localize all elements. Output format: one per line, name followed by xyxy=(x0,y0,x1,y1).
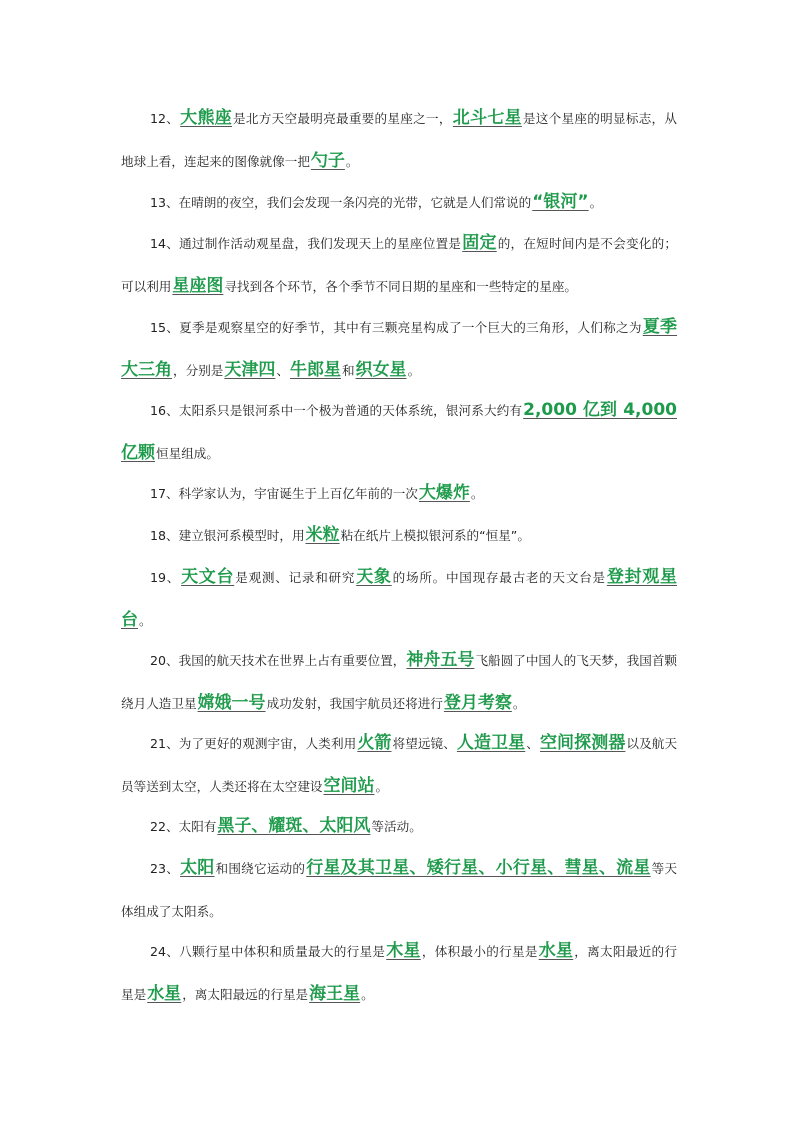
question-text: 寻找到各个环节，各个季节不同日期的星座和一些特定的星座。 xyxy=(224,279,577,294)
question-text: 18、建立银河系模型时，用 xyxy=(150,528,305,543)
answer-text: 大熊座 xyxy=(180,108,232,128)
question-text: 成功发射，我国宇航员还将进行 xyxy=(266,696,443,711)
question-13 xyxy=(121,181,677,224)
question-text: 21、为了更好的观测宇宙，人类利用 xyxy=(150,736,357,751)
answer-text: 海王星 xyxy=(309,984,361,1004)
question-text: 24、八颗行星中体积和质量最大的行星是 xyxy=(150,944,386,959)
question-text: 粘在纸片上模拟银河系的“恒星”。 xyxy=(340,528,530,543)
question-text: 14、通过制作活动观星盘，我们发现天上的星座位置是 xyxy=(150,236,462,251)
question-22 xyxy=(121,805,677,848)
answer-text: 星座图 xyxy=(172,276,224,296)
question-18 xyxy=(121,514,677,557)
answer-text: 水星 xyxy=(147,984,182,1004)
question-text: 和 xyxy=(341,363,355,378)
question-21 xyxy=(121,722,677,808)
question-14 xyxy=(121,222,677,308)
answer-text: 织女星 xyxy=(355,360,407,380)
question-text: 22、太阳有 xyxy=(150,819,217,834)
answer-text: “银河” xyxy=(532,192,589,212)
question-text: ，离太阳最远的行星是 xyxy=(182,987,309,1002)
question-17 xyxy=(121,472,677,515)
question-text: 16、太阳系只是银河系中一个极为普通的天体系统，银河系大约有 xyxy=(150,403,523,418)
question-text: 23、 xyxy=(150,861,180,876)
question-text: 、 xyxy=(526,736,539,751)
answer-text: 黑子、耀斑、太阳风 xyxy=(217,816,371,836)
answer-text: 登月考察 xyxy=(443,693,512,713)
answer-text: 米粒 xyxy=(305,525,340,545)
answer-text: 登封观星台 xyxy=(121,567,678,630)
answer-text: 空间站 xyxy=(323,776,375,796)
answer-text: 2,000 亿到 4,000 亿颗 xyxy=(121,400,677,463)
question-text: 等活动。 xyxy=(371,819,422,834)
answer-text: 天文台 xyxy=(181,567,235,587)
question-text: ，分别是 xyxy=(173,363,224,378)
answer-text: 行星及其卫星、矮行星、小行星、彗星、流星 xyxy=(306,858,651,878)
question-23 xyxy=(121,847,677,933)
answer-text: 天津四 xyxy=(224,360,276,380)
answer-text: 神舟五号 xyxy=(406,650,475,670)
answer-text: 空间探测器 xyxy=(539,733,626,753)
question-text: 是观测、记录和研究 xyxy=(235,570,356,585)
answer-text: 木星 xyxy=(386,941,421,961)
question-text: 。 xyxy=(375,779,389,794)
question-text: 19、 xyxy=(150,570,181,585)
question-text: 、 xyxy=(276,363,289,378)
question-24 xyxy=(121,930,677,1016)
question-text: ，体积最小的行星是 xyxy=(421,944,538,959)
question-text: 和围绕它运动的 xyxy=(215,861,306,876)
question-text: 。 xyxy=(361,987,374,1002)
question-text: 是北方天空最明亮最重要的星座之一， xyxy=(233,111,452,126)
question-text: 12、 xyxy=(150,111,180,126)
answer-text: 大爆炸 xyxy=(418,483,470,503)
answer-text: 牛郎星 xyxy=(289,360,341,380)
question-12 xyxy=(121,97,677,183)
answer-text: 人造卫星 xyxy=(456,733,526,753)
question-text: ，离太阳最近的行星是 xyxy=(121,944,678,1002)
answer-text: 北斗七星 xyxy=(452,108,522,128)
question-text: 。 xyxy=(512,696,526,711)
answer-text: 水星 xyxy=(538,941,574,961)
question-16 xyxy=(121,389,677,475)
question-text: 的场所。中国现存最古老的天文台是 xyxy=(392,570,606,585)
question-text: 以及航天员等送到太空，人类还将在太空建设 xyxy=(121,736,678,794)
question-text: 。 xyxy=(407,363,421,378)
question-text: 飞船圆了中国人的飞天梦，我国首颗绕月人造卫星 xyxy=(121,653,678,711)
question-text: 将望远镜、 xyxy=(392,736,456,751)
question-text: 15、夏季是观察星空的好季节，其中有三颗亮星构成了一个巨大的三角形，人们称之为 xyxy=(150,320,642,335)
question-text: 。 xyxy=(589,195,603,210)
answer-text: 夏季大三角 xyxy=(121,317,678,380)
question-15 xyxy=(121,306,677,392)
question-text: 。 xyxy=(345,154,359,169)
answer-text: 火箭 xyxy=(357,733,392,753)
question-text: 的，在短时间内是不会变化的；可以利用 xyxy=(121,236,678,294)
question-text: 13、在晴朗的夜空，我们会发现一条闪亮的光带，它就是人们常说的 xyxy=(150,195,532,210)
answer-text: 天象 xyxy=(356,567,392,587)
question-text: 20、我国的航天技术在世界上占有重要位置， xyxy=(150,653,406,668)
answer-text: 固定 xyxy=(462,233,497,253)
answer-text: 太阳 xyxy=(180,858,215,878)
answer-text: 勺子 xyxy=(310,151,345,171)
question-text: 恒星组成。 xyxy=(156,446,219,461)
answer-text: 嫦娥一号 xyxy=(197,693,266,713)
question-text: 是这个星座的明显标志，从地球上看，连起来的图像就像一把 xyxy=(121,111,678,169)
question-20 xyxy=(121,639,677,725)
question-19 xyxy=(121,556,677,642)
question-text: 。 xyxy=(139,613,152,628)
question-text: 17、科学家认为，宇宙诞生于上百亿年前的一次 xyxy=(150,486,418,501)
question-text: 等天体组成了太阳系。 xyxy=(121,861,678,919)
question-text: 。 xyxy=(470,486,484,501)
